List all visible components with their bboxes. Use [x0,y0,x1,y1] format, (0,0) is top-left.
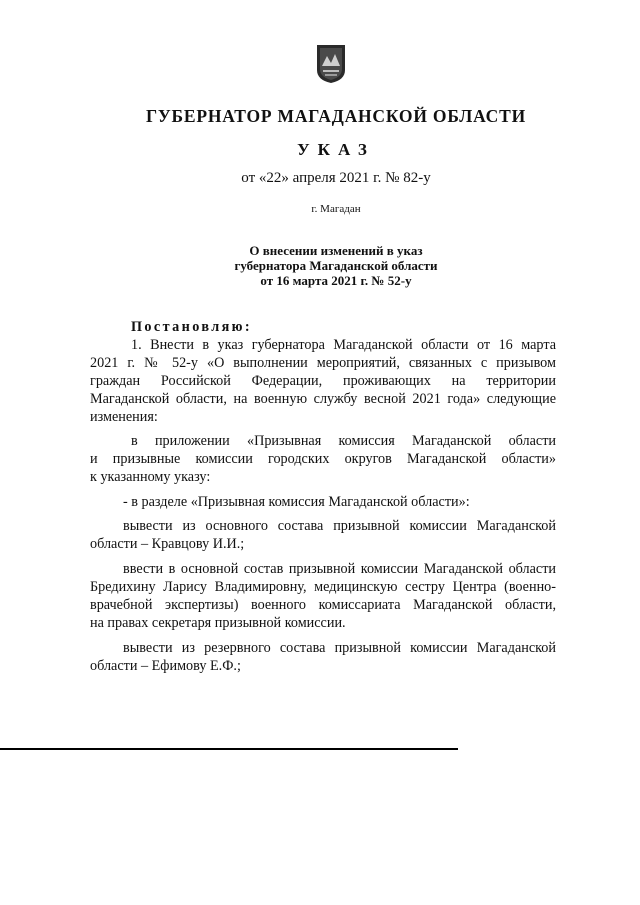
subject-line: губернатора Магаданской области [234,258,438,273]
paragraph-5 [90,560,556,632]
organization-title: ГУБЕРНАТОР МАГАДАНСКОЙ ОБЛАСТИ [145,106,526,126]
body-line: на правах секретаря призывной комиссии. [90,615,346,631]
document-subject [0,243,640,288]
document-place: г. Магадан [311,203,361,215]
body-line: граждан Российской Федерации, проживающих на территории [90,373,556,389]
body-line: изменения: [90,409,158,425]
paragraph-1 [90,336,556,426]
subject-line: от 16 марта 2021 г. № 52-у [260,273,412,288]
body-line: вывести из основного состава призывной комиссии Магаданской [123,518,556,534]
body-line: и призывные комиссии городских округов Магаданской области» [90,451,556,467]
paragraph-4 [90,517,556,553]
body-line: врачебной экспертизы) военного комиссариата Магаданской области, [90,597,556,613]
body-line: Бредихину Ларису Владимировну, медицинскую сестру Центра (военно- [90,579,556,595]
footer-divider [0,748,458,750]
body-line: - в разделе «Призывная комиссия Магаданской области»: [123,494,470,510]
body-line: в приложении «Призывная комиссия Магаданской области [131,433,556,449]
coat-of-arms-emblem [316,44,346,84]
paragraph-6 [90,639,556,675]
body-line: к указанному указу: [90,469,211,485]
subject-line: О внесении изменений в указ [249,243,423,258]
body-line: 1. Внести в указ губернатора Магаданской области от 16 марта [131,337,556,353]
emblem-icon [316,44,346,84]
resolve-word: Постановляю: [131,319,253,335]
document-type: УКАЗ [297,140,375,159]
paragraph-2 [90,432,556,486]
body-line: Магаданской области, на военную службу весной 2021 года» следующие [90,391,556,407]
document-body [90,318,556,675]
body-line: 2021 г. № 52-у «О выполнении мероприятий, связанных с призывом [90,355,556,371]
body-line: области – Кравцову И.И.; [90,536,245,552]
document-date-number: от «22» апреля 2021 г. № 82-у [241,170,431,186]
body-line: области – Ефимову Е.Ф.; [90,658,241,674]
body-line: вывести из резервного состава призывной комиссии Магаданской [123,640,556,656]
body-line: ввести в основной состав призывной комиссии Магаданской области [123,561,556,577]
paragraph-3 [90,493,556,511]
